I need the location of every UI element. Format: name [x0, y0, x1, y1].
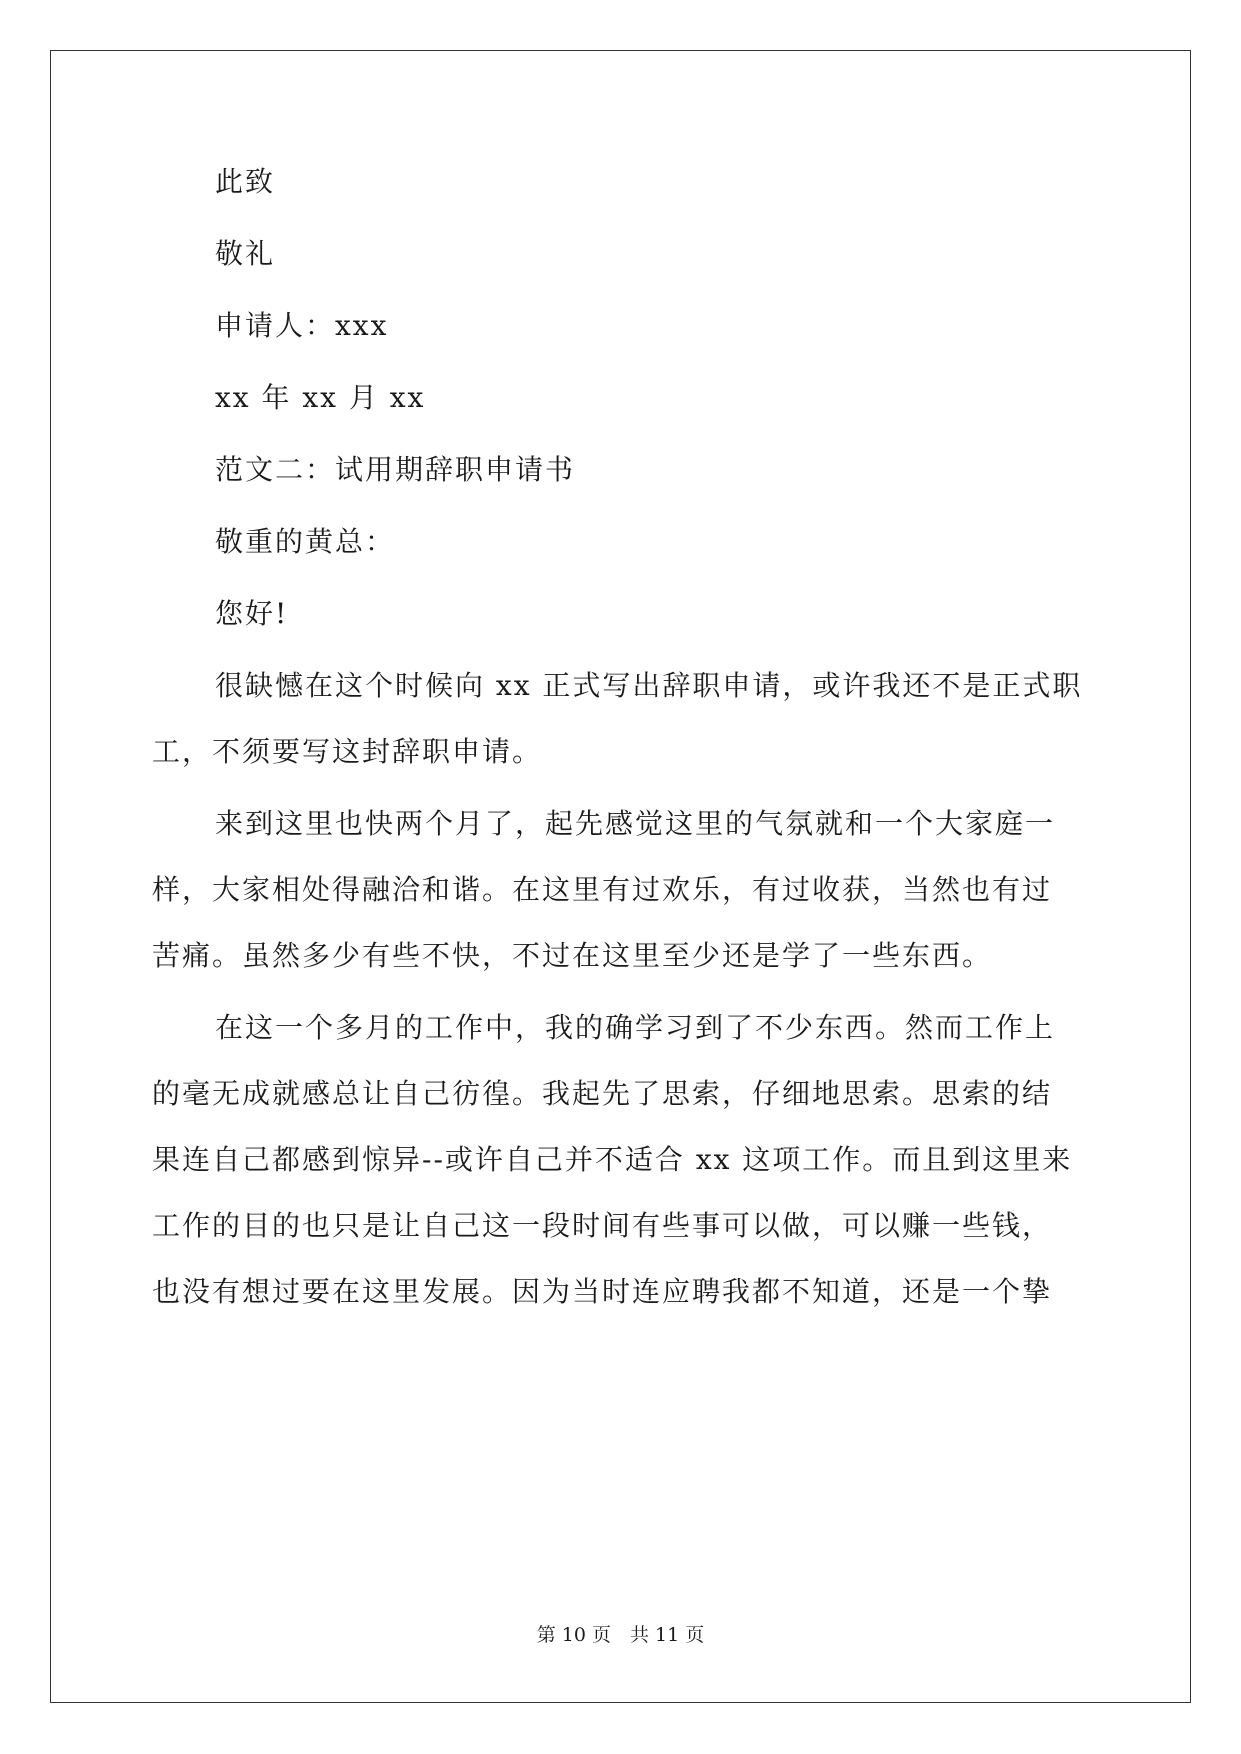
paragraph-line: 来到这里也快两个月了，起先感觉这里的气氛就和一个大家庭一 [215, 807, 1056, 840]
closing-line: 此致 [215, 165, 276, 198]
paragraph-line: 的毫无成就感总让自己彷徨。我起先了思索，仔细地思索。思索的结 [152, 1077, 1053, 1110]
paragraph-line: 在这一个多月的工作中，我的确学习到了不少东西。然而工作上 [215, 1011, 1056, 1044]
paragraph-line: 也没有想过要在这里发展。因为当时连应聘我都不知道，还是一个挚 [152, 1275, 1053, 1308]
section-title: 范文二：试用期辞职申请书 [215, 453, 576, 486]
page-number: 第 10 页 共 11 页 [536, 1624, 705, 1646]
paragraph-line: 工作的目的也只是让自己这一段时间有些事可以做，可以赚一些钱， [152, 1209, 1053, 1242]
greeting: 您好! [215, 597, 289, 630]
closing-line: 敬礼 [215, 237, 276, 270]
paragraph-line: 苦痛。虽然多少有些不快，不过在这里至少还是学了一些东西。 [152, 939, 993, 972]
paragraph-line: 样，大家相处得融洽和谐。在这里有过欢乐，有过收获，当然也有过 [152, 873, 1053, 906]
applicant-line: 申请人：xxx [215, 309, 389, 342]
paragraph-line: 果连自己都感到惊异--或许自己并不适合 xx 这项工作。而且到这里来 [152, 1143, 1073, 1176]
paragraph-line: 很缺憾在这个时候向 xx 正式写出辞职申请，或许我还不是正式职 [215, 669, 1083, 702]
date-line: xx 年 xx 月 xx [215, 381, 426, 414]
paragraph-line: 工，不须要写这封辞职申请。 [152, 735, 543, 768]
salutation: 敬重的黄总： [215, 525, 396, 558]
